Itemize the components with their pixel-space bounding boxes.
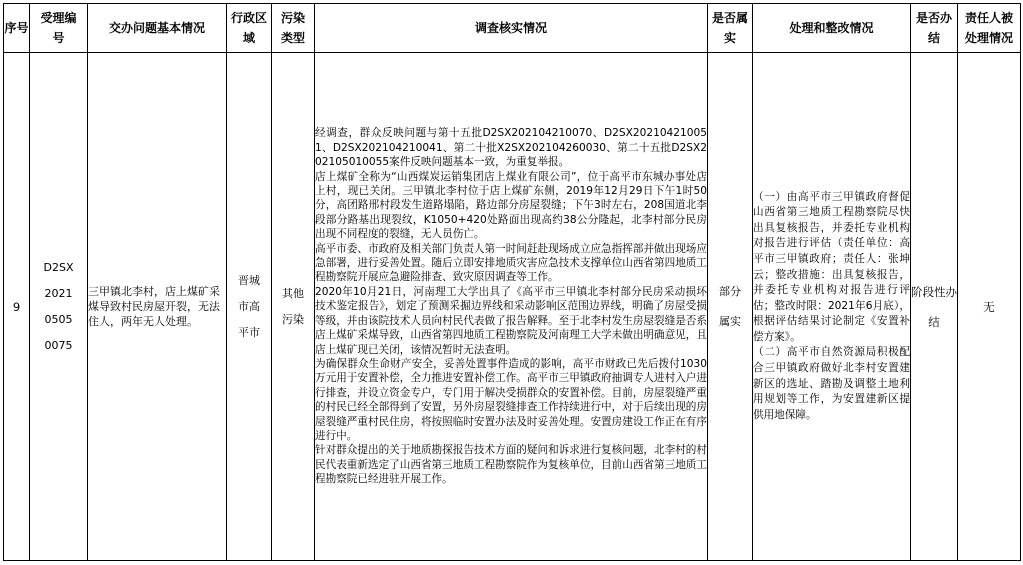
header-handling: 处理和整改情况 <box>753 4 911 53</box>
table-row <box>4 53 1021 561</box>
cell-is-done: 阶段性办结 <box>911 53 958 561</box>
header-accept-no: 受理编号 <box>30 4 88 53</box>
cell-pollution: 其他污染 <box>272 53 315 561</box>
cell-seq: 9 <box>4 53 30 561</box>
header-pollution: 污染类型 <box>272 4 315 53</box>
header-accountability: 责任人被处理情况 <box>958 4 1021 53</box>
handling-paragraph: （一）由高平市三甲镇政府督促山西省第三地质工程勘察院尽快出具复核报告，并委托专业机构对报告进行评估（责任单位：高平市三甲镇政府；责任人：张坤云；整改措施：出具复核报告，并委托专业机构对报告进行评估；整改时限：2021年6月底），根据评估结果讨论制定《安置补偿方案》。 <box>753 190 910 343</box>
cell-is-true: 部分属实 <box>708 53 753 561</box>
investigation-paragraph: 店上煤矿全称为“山西煤炭运销集团店上煤业有限公司”，位于高平市东城办事处店上村，现已关闭。三甲镇北李村位于店上煤矿东侧，2019年12月29日下午1时50分，高团路邢村段发生道路塌陷，路边部分房屋裂缝；下午3时左右，208国道北李段部分路基出现裂纹，K1050+420处路面出现高约38公分隆起，北李村部分民房出现不同程度的裂缝，无人员伤亡。 <box>315 170 707 241</box>
cell-investigation <box>315 53 708 561</box>
investigation-paragraph: 为确保群众生命财产安全，妥善处置事件造成的影响，高平市财政已先后拨付1030万元用于安置补偿，全力推进安置补偿工作。高平市三甲镇政府抽调专人进村入户进行排查，并设立资金专户，专门用于解决受损群众的安置补偿。目前，房屋裂缝严重的村民已经全部得到了安置，另外房屋裂缝排查工作持续进行中，对于后续出现的房屋裂缝严重村民住房，将按照临时安置办法及时妥善处理。安置房建设工作正在有序进行中。 <box>315 357 707 442</box>
header-seq: 序号 <box>4 4 30 53</box>
header-row <box>4 4 1021 53</box>
investigation-paragraph: 针对群众提出的关于地质勘探报告技术方面的疑问和诉求进行复核问题，北李村的村民代表重新选定了山西省第三地质工程勘察院作为复核单位，目前山西省第三地质工程勘察院已经进驻开展工作。 <box>315 444 707 486</box>
investigation-paragraph: 2020年10月21日，河南理工大学出具了《高平市三甲镇北李村部分民房采动损坏技术鉴定报告》，划定了预测采掘边界线和采动影响区范围边界线，明确了房屋受损等级，并由该院技术人员向村民代表做了报告解释。至于北李村发生房屋裂缝是否系店上煤矿采煤导致，山西省第四地质工程勘察院及河南理工大学未做出明确意见，且店上煤矿现已关闭，该情况暂时无法查明。 <box>315 285 707 356</box>
cell-accountability: 无 <box>958 53 1021 561</box>
investigation-paragraph: 经调查，群众反映问题与第十五批D2SX202104210070、D2SX202104210051、D2SX202104210041、第二十批X2SX202104260030、第二十五批D2SX202105010055案件反映问题基本一致，为重复举报。 <box>315 127 707 169</box>
handling-paragraph: （二）高平市自然资源局积极配合三甲镇政府做好北李村安置建新区的选址、踏勘及调整土地利用规划等工作，为安置建新区提供用地保障。 <box>753 346 910 421</box>
cell-region: 晋城市高平市 <box>227 53 272 561</box>
cell-basic: 三甲镇北李村，店上煤矿采煤导致村民房屋开裂，无法住人，两年无人处理。 <box>88 53 227 561</box>
case-table <box>3 3 1021 561</box>
cell-handling <box>753 53 911 561</box>
header-basic: 交办问题基本情况 <box>88 4 227 53</box>
investigation-paragraph: 高平市委、市政府及相关部门负责人第一时间赶赴现场成立应急指挥部并做出现场应急部署，进行妥善处置。随后立即安排地质灾害应急技术支撑单位山西省第四地质工程勘察院开展应急避险排查、致灾原因调查等工作。 <box>315 242 707 284</box>
header-is-done: 是否办结 <box>911 4 958 53</box>
header-investigation: 调查核实情况 <box>315 4 708 53</box>
cell-accept-no: D2SX20210505 0075 <box>30 53 88 561</box>
header-is-true: 是否属实 <box>708 4 753 53</box>
header-region: 行政区域 <box>227 4 272 53</box>
